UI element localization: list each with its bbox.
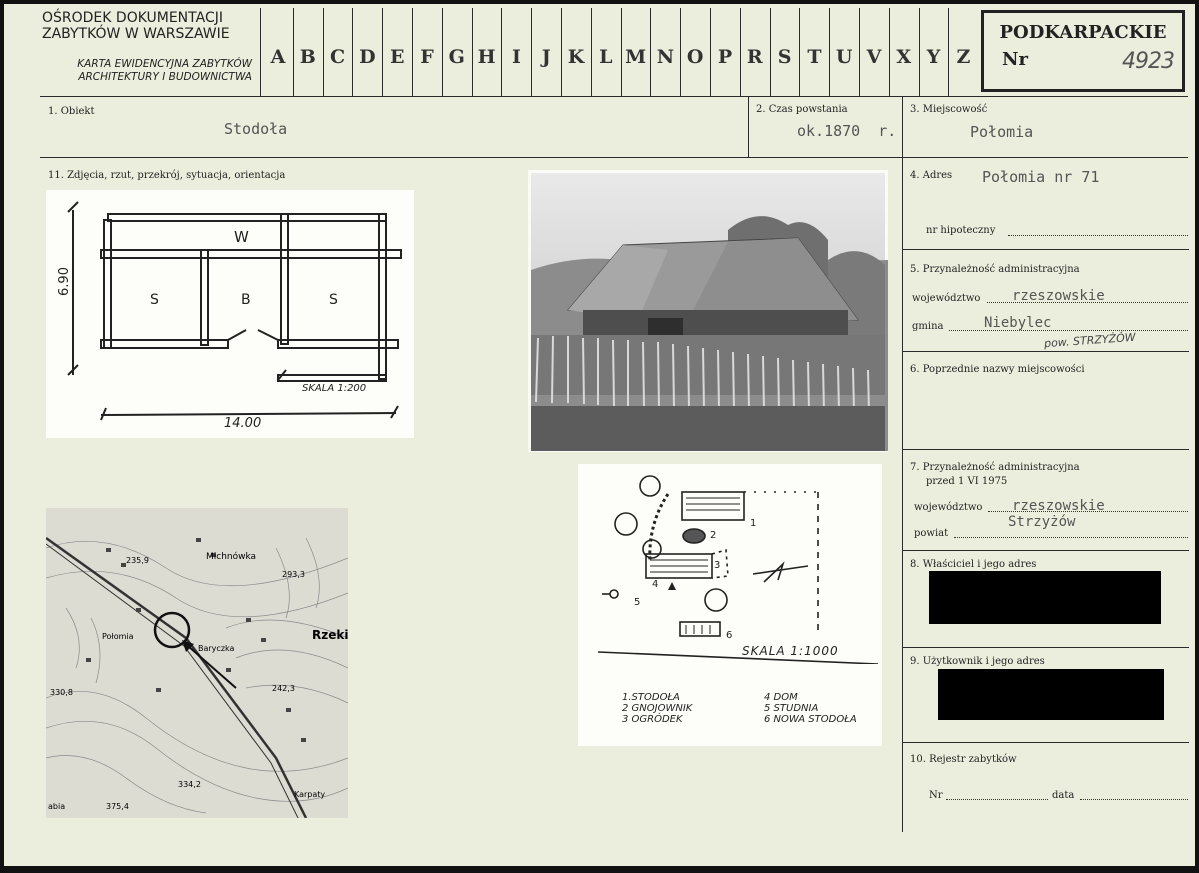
redacted-owner — [929, 571, 1161, 624]
letter-r: R — [746, 46, 763, 68]
letter-divider — [889, 8, 890, 96]
site-num-6: 6 — [726, 630, 733, 641]
letter-divider — [710, 8, 711, 96]
region-title: PODKARPACKIE — [999, 22, 1167, 43]
letter-z: Z — [956, 46, 971, 68]
legend-item-6: 6 NOWA STODOŁA — [764, 714, 857, 725]
letter-h: H — [477, 46, 496, 68]
letter-divider — [531, 8, 532, 96]
letter-n: N — [656, 46, 675, 68]
legend-item-5: 5 STUDNIA — [764, 703, 819, 714]
adres-label: 4. Adres — [910, 170, 953, 181]
obiekt-value: Stodoła — [224, 120, 288, 138]
czas-value: ok.1870 r. — [797, 122, 897, 140]
uzytkownik-label: 9. Użytkownik i jego adres — [910, 656, 1045, 667]
letter-k: K — [567, 46, 585, 68]
site-num-3: 3 — [714, 560, 721, 571]
letter-y: Y — [926, 46, 941, 68]
site-num-1: 1 — [750, 518, 757, 529]
gmina-value: Niebylec — [984, 315, 1052, 331]
org-line-1: OŚRODEK DOKUMENTACJI — [42, 10, 223, 26]
location-map — [46, 508, 348, 818]
map-label-12: abia — [48, 802, 66, 811]
letter-divider — [650, 8, 651, 96]
room-s1: S — [150, 292, 159, 308]
rejestr-data-label: data — [1052, 790, 1075, 801]
miejscowosc-value: Połomia — [970, 123, 1034, 141]
letter-o: O — [686, 46, 704, 68]
powiat-line — [954, 537, 1188, 538]
letter-f: F — [420, 46, 434, 68]
nr-label: Nr — [1002, 49, 1028, 70]
letter-divider — [829, 8, 830, 96]
map-label-9: 334,2 — [178, 780, 201, 789]
letter-b: B — [299, 46, 316, 68]
letter-l: L — [599, 46, 613, 68]
rejestr-nr-line — [946, 799, 1048, 800]
letter-u: U — [835, 46, 853, 68]
letter-divider — [740, 8, 741, 96]
map-label-5: Rzeki — [312, 628, 349, 642]
obiekt-label: 1. Obiekt — [48, 106, 95, 117]
map-label-1: 235,9 — [126, 556, 149, 565]
adres-value: Połomia nr 71 — [982, 168, 1100, 186]
plan-dim-horizontal: 14.00 — [224, 416, 262, 431]
record-card — [4, 4, 1195, 866]
floor-plan-drawing — [46, 190, 414, 438]
wlasciciel-label: 8. Właściciel i jego adres — [910, 559, 1037, 570]
card-type — [42, 58, 252, 84]
przynaleznosc-label: 5. Przynależność administracyjna — [910, 264, 1080, 275]
letter-i: I — [511, 46, 521, 68]
wojewodztwo-1975-value: rzeszowskie — [1012, 498, 1105, 514]
letter-divider — [948, 8, 949, 96]
letter-x: X — [896, 46, 912, 68]
org-line-2: ZABYTKÓW W WARSZAWIE — [42, 26, 230, 42]
nr-value: 4923 — [1122, 49, 1174, 74]
site-plan — [578, 464, 882, 746]
map-label-2: Michnówka — [206, 552, 257, 562]
letter-divider — [382, 8, 383, 96]
map-label-6: Baryczka — [198, 644, 235, 653]
gmina-label: gmina — [912, 321, 944, 332]
letter-j: J — [541, 46, 551, 68]
letter-divider — [472, 8, 473, 96]
miejscowosc-label: 3. Miejscowość — [910, 104, 988, 115]
letter-divider — [621, 8, 622, 96]
room-b: B — [241, 292, 251, 308]
wojewodztwo-value: rzeszowskie — [1012, 288, 1105, 304]
letter-divider — [501, 8, 502, 96]
map-label-4: Połomia — [102, 632, 134, 641]
card-type-line-2: ARCHITEKTURY I BUDOWNICTWA — [78, 71, 252, 83]
site-scale: SKALA 1:1000 — [742, 644, 839, 658]
czas-label: 2. Czas powstania — [756, 104, 848, 115]
redacted-user — [938, 669, 1164, 720]
letter-a: A — [270, 46, 286, 68]
site-legend-right — [764, 692, 857, 725]
letter-t: T — [807, 46, 822, 68]
floor-plan — [46, 190, 414, 438]
site-legend-left — [622, 692, 692, 725]
plan-scale: SKALA 1:200 — [302, 383, 367, 394]
topographic-map — [46, 508, 348, 818]
letter-d: D — [359, 46, 376, 68]
map-label-3: 293,3 — [282, 570, 305, 579]
map-label-11: 375,4 — [106, 802, 129, 811]
letter-divider — [561, 8, 562, 96]
letter-divider — [859, 8, 860, 96]
poprzednie-label: 6. Poprzednie nazwy miejscowości — [910, 364, 1085, 375]
letter-divider — [919, 8, 920, 96]
letter-m: M — [625, 46, 647, 68]
letter-divider — [680, 8, 681, 96]
rejestr-label: 10. Rejestr zabytków — [910, 754, 1017, 765]
room-w: W — [234, 228, 249, 246]
card-type-line-1: KARTA EWIDENCYJNA ZABYTKÓW — [77, 58, 252, 70]
letter-c: C — [330, 46, 346, 68]
powiat-value: Strzyżów — [1008, 514, 1076, 530]
wojewodztwo-label: województwo — [912, 293, 981, 304]
letter-v: V — [866, 46, 882, 68]
legend-item-4: 4 DOM — [764, 692, 798, 703]
map-label-10: Karpaty — [294, 790, 326, 799]
letter-g: G — [448, 46, 465, 68]
barn-photo — [528, 170, 888, 452]
wojewodztwo-1975-label: województwo — [914, 502, 983, 513]
legend-item-2: 2 GNOJOWNIK — [622, 703, 693, 714]
site-num-5: 5 — [634, 597, 641, 608]
room-s2: S — [329, 292, 338, 308]
site-num-2: 2 — [710, 530, 717, 541]
letter-p: P — [717, 46, 733, 68]
zdjecia-label: 11. Zdjęcia, rzut, przekrój, sytuacja, orientacja — [48, 170, 286, 181]
letter-divider — [293, 8, 294, 96]
map-label-7: 330,8 — [50, 688, 73, 697]
powiat-label: powiat — [914, 528, 949, 539]
letter-divider — [352, 8, 353, 96]
letter-divider — [799, 8, 800, 96]
map-label-8: 242,3 — [272, 684, 295, 693]
przynaleznosc-1975-label: 7. Przynależność administracyjna — [910, 462, 1080, 473]
barn-photo-image — [528, 170, 888, 452]
letter-divider — [323, 8, 324, 96]
legend-item-1: 1.STODOŁA — [622, 692, 680, 703]
letter-divider — [770, 8, 771, 96]
powiat-note: pow. STRZYŻÓW — [1043, 330, 1137, 351]
hipoteczny-label: nr hipoteczny — [926, 225, 996, 236]
letter-e: E — [389, 46, 405, 68]
rejestr-nr-label: Nr — [929, 790, 943, 801]
plan-dim-vertical: 6.90 — [56, 267, 72, 296]
letter-s: S — [777, 46, 792, 68]
letter-divider — [591, 8, 592, 96]
rejestr-data-line — [1080, 799, 1188, 800]
org-name — [42, 10, 230, 42]
letter-divider — [442, 8, 443, 96]
legend-item-3: 3 OGRÓDEK — [622, 714, 683, 725]
przed-1975-label: przed 1 VI 1975 — [926, 476, 1008, 487]
hipoteczny-line — [1008, 235, 1188, 236]
site-num-4: 4 — [652, 579, 659, 590]
letter-divider — [412, 8, 413, 96]
